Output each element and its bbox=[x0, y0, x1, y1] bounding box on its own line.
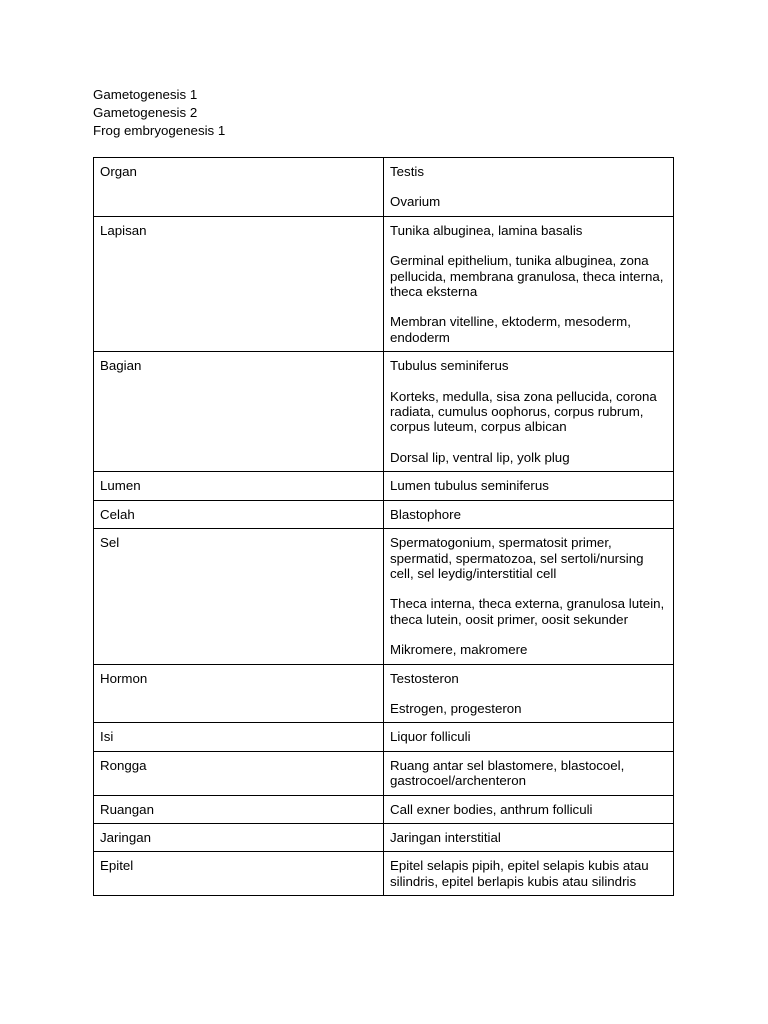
table-row bbox=[94, 529, 674, 664]
row-value-cell bbox=[384, 158, 674, 217]
row-value-cell bbox=[384, 795, 674, 823]
table-row bbox=[94, 472, 674, 500]
row-value-cell bbox=[384, 852, 674, 896]
row-value: Tubulus seminiferus bbox=[390, 358, 509, 374]
row-value-cell bbox=[384, 472, 674, 500]
heading-frog-embryogenesis-1: Frog embryogenesis 1 bbox=[93, 123, 226, 138]
row-label-cell bbox=[94, 795, 384, 823]
row-value-cell bbox=[384, 500, 674, 528]
row-value: Korteks, medulla, sisa zona pellucida, corona radiata, cumulus oophorus, corpus rubrum, corpus luteum, corpus albican bbox=[390, 388, 657, 435]
row-label: Bagian bbox=[100, 358, 142, 374]
row-value: Epitel selapis pipih, epitel selapis kubis atau silindris, epitel berlapis kubis atau silindris bbox=[390, 858, 649, 889]
row-label-cell bbox=[94, 529, 384, 664]
row-label: Jaringan bbox=[100, 829, 152, 845]
row-value: Testis bbox=[390, 164, 424, 179]
heading-gametogenesis-1: Gametogenesis 1 bbox=[93, 87, 198, 102]
row-value: Tunika albuginea, lamina basalis bbox=[390, 222, 583, 238]
row-value: Call exner bodies, anthrum folliculi bbox=[390, 801, 593, 817]
row-value: Lumen tubulus seminiferus bbox=[390, 478, 549, 494]
row-value: Spermatogonium, spermatosit primer, spermatid, spermatozoa, sel sertoli/nursing cell, sel leydig/interstitial cell bbox=[390, 535, 644, 581]
row-label: Organ bbox=[100, 164, 137, 179]
table-row bbox=[94, 664, 674, 723]
row-label-cell bbox=[94, 352, 384, 472]
table-row bbox=[94, 852, 674, 896]
row-value-cell bbox=[384, 823, 674, 851]
row-value: Membran vitelline, ektoderm, mesoderm, endoderm bbox=[390, 314, 631, 345]
row-value: Ovarium bbox=[390, 194, 441, 210]
row-value: Jaringan interstitial bbox=[390, 829, 501, 845]
row-value: Germinal epithelium, tunika albuginea, zona pellucida, membrana granulosa, theca interna, theca eksterna bbox=[390, 253, 664, 300]
row-label: Lapisan bbox=[100, 222, 147, 238]
heading-list bbox=[93, 86, 225, 140]
row-label: Hormon bbox=[100, 670, 148, 686]
heading-gametogenesis-2: Gametogenesis 2 bbox=[93, 105, 198, 120]
row-label-cell bbox=[94, 158, 384, 217]
table-row bbox=[94, 795, 674, 823]
row-value-cell bbox=[384, 751, 674, 795]
row-label-cell bbox=[94, 823, 384, 851]
row-value: Dorsal lip, ventral lip, yolk plug bbox=[390, 449, 570, 465]
row-label-cell bbox=[94, 216, 384, 351]
row-value: Testosteron bbox=[390, 670, 459, 686]
row-value: Blastophore bbox=[390, 506, 461, 522]
row-value-cell bbox=[384, 216, 674, 351]
row-value: Estrogen, progesteron bbox=[390, 700, 522, 716]
table-row bbox=[94, 352, 674, 472]
row-label-cell bbox=[94, 723, 384, 751]
table-row bbox=[94, 500, 674, 528]
row-value-cell bbox=[384, 664, 674, 723]
row-value: Liquor folliculi bbox=[390, 729, 471, 745]
row-label: Isi bbox=[100, 729, 114, 745]
table-row bbox=[94, 723, 674, 751]
table-row bbox=[94, 158, 674, 217]
row-label: Epitel bbox=[100, 858, 134, 874]
table-row bbox=[94, 751, 674, 795]
comparison-table bbox=[93, 157, 674, 896]
row-value-cell bbox=[384, 529, 674, 664]
row-label: Celah bbox=[100, 506, 135, 522]
row-label-cell bbox=[94, 852, 384, 896]
row-label: Lumen bbox=[100, 478, 141, 494]
row-label: Rongga bbox=[100, 757, 147, 773]
row-value: Mikromere, makromere bbox=[390, 642, 528, 658]
row-value: Ruang antar sel blastomere, blastocoel, gastrocoel/archenteron bbox=[390, 757, 625, 789]
row-value: Theca interna, theca externa, granulosa lutein, theca lutein, oosit primer, oosit sekunder bbox=[390, 596, 665, 627]
row-label: Ruangan bbox=[100, 801, 154, 817]
row-label-cell bbox=[94, 664, 384, 723]
row-label-cell bbox=[94, 751, 384, 795]
row-label: Sel bbox=[100, 535, 120, 551]
row-value-cell bbox=[384, 352, 674, 472]
row-value-cell bbox=[384, 723, 674, 751]
row-label-cell bbox=[94, 500, 384, 528]
table-row bbox=[94, 823, 674, 851]
table-row bbox=[94, 216, 674, 351]
row-label-cell bbox=[94, 472, 384, 500]
